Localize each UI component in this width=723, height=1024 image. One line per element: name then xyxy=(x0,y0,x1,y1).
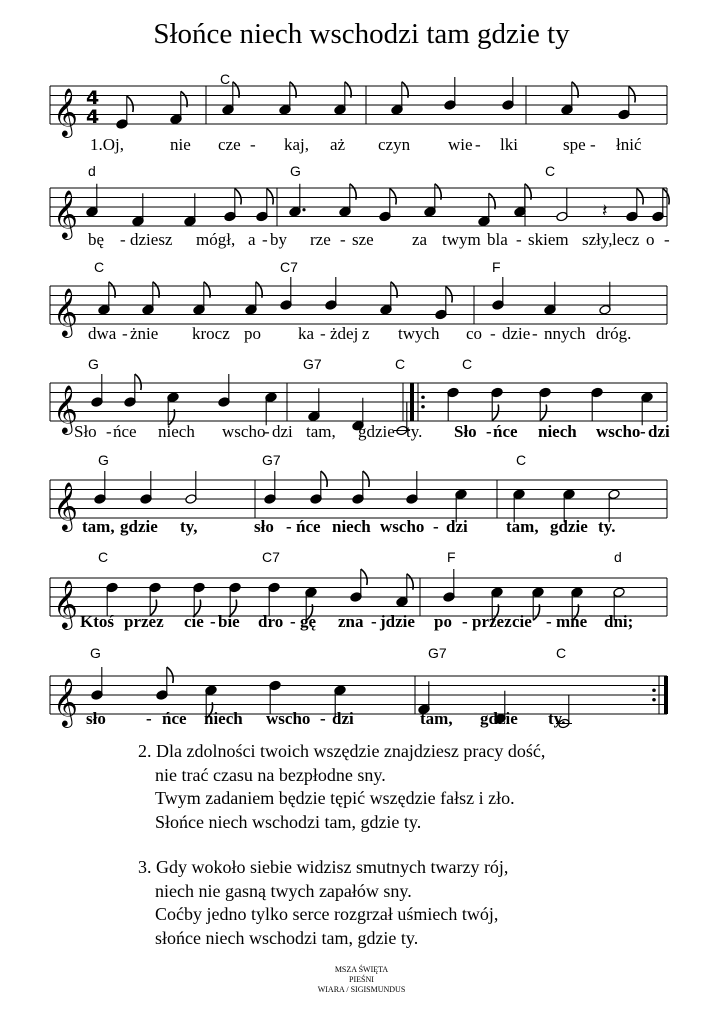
lyric-syllable: Sło xyxy=(454,422,477,441)
treble-clef-icon: 𝄞 xyxy=(53,481,78,530)
time-signature-top: 4 xyxy=(86,87,100,109)
chord-symbol: C7 xyxy=(262,549,280,565)
lyric-syllable: - xyxy=(146,709,152,728)
lyric-syllable: - xyxy=(371,612,377,631)
lyric-syllable: - xyxy=(210,612,216,631)
lyric-syllable: kaj, xyxy=(284,135,310,154)
chord-symbol: C xyxy=(395,356,406,372)
chord-symbol: C xyxy=(545,163,556,179)
note-flag xyxy=(363,471,369,487)
note-flag xyxy=(629,87,635,103)
lyric-syllable: ka xyxy=(298,324,315,343)
chord-symbol: C xyxy=(220,71,231,87)
lyric-syllable: sło xyxy=(86,709,106,728)
lyric-syllable: żnie xyxy=(130,324,159,343)
chord-symbol: C xyxy=(94,259,105,275)
treble-clef-icon: 𝄞 xyxy=(53,579,78,628)
lyric-syllable: czyn xyxy=(378,135,411,154)
lyric-syllable: dzie xyxy=(502,324,531,343)
lyric-syllable: wscho xyxy=(380,517,425,536)
lyric-syllable: - xyxy=(320,324,326,343)
final-barline xyxy=(664,676,668,714)
treble-clef-icon: 𝄞 xyxy=(53,677,78,726)
lyric-syllable: bie xyxy=(218,612,240,631)
lyric-syllable: tam, xyxy=(82,517,115,536)
note-flag xyxy=(267,189,273,205)
lyric-syllable: spe xyxy=(563,135,586,154)
lyric-syllable: dwa xyxy=(88,324,117,343)
treble-clef-icon: 𝄞 xyxy=(53,287,78,336)
page-footer xyxy=(0,965,723,995)
chord-symbol: d xyxy=(88,163,96,179)
lyric-syllable: ty. xyxy=(548,709,566,728)
lyric-syllable: ńce xyxy=(162,709,187,728)
song-title: Słońce niech wschodzi tam gdzie ty xyxy=(153,18,570,50)
additional-stanzas xyxy=(138,740,545,972)
chord-symbol: G7 xyxy=(428,645,447,661)
lyric-syllable: wie xyxy=(448,135,473,154)
lyric-syllable: Sło xyxy=(74,422,97,441)
treble-clef-icon: 𝄞 xyxy=(53,87,78,136)
repeat-dot xyxy=(421,405,425,409)
treble-clef-icon: 𝄞 xyxy=(53,384,78,433)
lyric-syllable: o xyxy=(646,230,655,249)
lyric-syllable: cie xyxy=(184,612,204,631)
note-flag xyxy=(446,287,452,303)
lyric-syllable: - xyxy=(475,135,481,154)
chord-symbol: C xyxy=(556,645,567,661)
lyric-syllable: przez xyxy=(472,612,512,631)
lyric-syllable: - xyxy=(286,517,292,536)
lyric-syllable: - xyxy=(433,517,439,536)
lyric-syllable: niech xyxy=(538,422,577,441)
lyric-syllable: sło xyxy=(254,517,274,536)
lyric-syllable: - xyxy=(462,612,468,631)
lyric-syllable: gdzie xyxy=(120,517,158,536)
chord-symbol: G7 xyxy=(262,452,281,468)
stanza-line: 2. Dla zdolności twoich wszędzie znajdziesz pracy dość, xyxy=(138,741,546,761)
lyric-syllable: sze xyxy=(352,230,374,249)
lyric-syllable: aż xyxy=(330,135,346,154)
lyric-syllable: dróg. xyxy=(596,324,632,343)
stanza-line: niech nie gasną twych zapałów sny. xyxy=(155,880,412,901)
repeat-dot xyxy=(652,688,656,692)
chord-symbol: G xyxy=(98,452,109,468)
lyric-syllable: - xyxy=(264,422,270,441)
lyric-syllable: dzi xyxy=(332,709,354,728)
note-flag xyxy=(492,405,498,421)
lyric-syllable: nie xyxy=(170,135,191,154)
lyric-syllable: lki xyxy=(500,135,518,154)
lyric-syllable: - xyxy=(320,709,326,728)
lyric-syllable: dzi xyxy=(446,517,468,536)
treble-clef-icon: 𝄞 xyxy=(53,189,78,238)
note-flag xyxy=(540,405,546,421)
stanza-line: 3. Gdy wokoło siebie widzisz smutnych twarzy rój, xyxy=(138,857,509,877)
lyric-syllable: - xyxy=(516,230,522,249)
lyric-syllable: gdzie xyxy=(358,422,395,441)
lyric-syllable: wscho xyxy=(222,422,266,441)
footer-line: WIARA / SIGISMUNDUS xyxy=(317,985,406,994)
lyric-syllable: 1.Oj, xyxy=(90,135,124,154)
stanza-3 xyxy=(138,856,545,950)
lyric-syllable: twym xyxy=(442,230,481,249)
note-flag xyxy=(235,189,241,205)
rest-icon: 𝄽 xyxy=(602,200,608,222)
lyric-syllable: łnić xyxy=(616,135,642,154)
lyric-syllable: mógł, xyxy=(196,230,236,249)
stanza-line: nie trać czasu na bezpłodne sny. xyxy=(155,764,386,785)
lyric-syllable: lecz xyxy=(612,230,640,249)
lyric-syllable: żdej xyxy=(330,324,359,343)
lyric-syllable: wscho xyxy=(266,709,311,728)
lyric-syllable: - xyxy=(546,612,552,631)
stanza-line: Słońce niech wschodzi tam, gdzie ty. xyxy=(155,811,422,832)
stanza-2 xyxy=(138,740,545,834)
note-flag xyxy=(135,374,141,390)
chord-symbol: G7 xyxy=(303,356,322,372)
chord-symbol: C xyxy=(462,356,473,372)
stanza-line: Coćby jedno tylko serce rozgrzał uśmiech twój, xyxy=(155,904,499,924)
lyric-syllable: za xyxy=(412,230,428,249)
repeat-dot xyxy=(421,395,425,399)
lyric-syllable: ty. xyxy=(406,422,423,441)
lyric-syllable: - xyxy=(486,422,492,441)
stanza-line: słońce niech wschodzi tam, gdzie ty. xyxy=(155,927,419,948)
lyric-syllable: dni; xyxy=(604,612,634,631)
note-dot xyxy=(302,208,305,211)
lyric-syllable: cze xyxy=(218,135,241,154)
lyric-syllable: gdzie xyxy=(480,709,518,728)
note-flag xyxy=(167,667,173,683)
lyric-syllable: - xyxy=(122,324,128,343)
lyric-syllable: cie xyxy=(512,612,532,631)
lyric-syllable: - xyxy=(590,135,596,154)
chord-symbol: F xyxy=(492,259,501,275)
footer-line: MSZA ŚWIĘTA xyxy=(334,965,389,974)
lyric-syllable: mne xyxy=(556,612,588,631)
lyric-syllable: nnych xyxy=(544,324,586,343)
lyric-syllable: by xyxy=(270,230,287,249)
lyric-syllable: zna xyxy=(338,612,364,631)
lyric-syllable: dziesz xyxy=(130,230,173,249)
lyric-syllable: - xyxy=(490,324,496,343)
lyric-syllable: dzi xyxy=(272,422,293,441)
lyric-syllable: twych xyxy=(398,324,440,343)
lyric-syllable: krocz xyxy=(192,324,230,343)
lyric-syllable: ty, xyxy=(180,517,198,536)
lyric-syllable: - xyxy=(340,230,346,249)
lyric-syllable: dzi xyxy=(648,422,670,441)
chord-symbol: C7 xyxy=(280,259,298,275)
note-flag xyxy=(663,189,669,205)
repeat-start-thick xyxy=(410,383,414,421)
lyric-syllable: dro xyxy=(258,612,284,631)
lyric-syllable: skiem xyxy=(528,230,569,249)
note-flag xyxy=(390,189,396,205)
note-flag xyxy=(127,96,133,112)
lyric-syllable: niech xyxy=(332,517,371,536)
chord-symbol: G xyxy=(290,163,301,179)
lyric-syllable: - xyxy=(640,422,646,441)
lyric-syllable: - xyxy=(106,422,112,441)
lyric-syllable: a xyxy=(248,230,256,249)
lyric-syllable: gdzie xyxy=(550,517,588,536)
lyric-syllable: bę xyxy=(88,230,105,249)
lyric-syllable: co xyxy=(466,324,483,343)
lyric-syllable: - xyxy=(290,612,296,631)
time-signature-bottom: 4 xyxy=(86,106,100,128)
lyric-syllable: wscho xyxy=(596,422,641,441)
chord-symbol: C xyxy=(516,452,527,468)
lyric-syllable: ty. xyxy=(598,517,616,536)
lyric-syllable: - xyxy=(250,135,256,154)
lyric-syllable: bla xyxy=(487,230,508,249)
note-flag xyxy=(361,569,367,585)
lyric-syllable: ńce xyxy=(296,517,321,536)
lyric-syllable: ńce xyxy=(493,422,518,441)
lyric-syllable: tam, xyxy=(306,422,336,441)
note-flag xyxy=(321,471,327,487)
lyric-syllable: - xyxy=(262,230,268,249)
stanza-line: Twym zadaniem będzie tępić wszędzie fałsz i zło. xyxy=(155,788,515,808)
lyric-syllable: - xyxy=(532,324,538,343)
lyric-syllable: tam, xyxy=(420,709,453,728)
lyric-syllable: - xyxy=(120,230,126,249)
lyric-syllable: rze xyxy=(310,230,331,249)
lyric-syllable: niech xyxy=(204,709,243,728)
lyric-syllable: z xyxy=(362,324,370,343)
lyric-syllable: jdzie xyxy=(380,612,415,631)
lyric-syllable: po xyxy=(244,324,261,343)
lyric-syllable: niech xyxy=(158,422,195,441)
lyric-syllable: gę xyxy=(300,612,317,631)
lyric-syllable: ńce xyxy=(113,422,137,441)
lyric-syllable: przez xyxy=(124,612,164,631)
chord-symbol: d xyxy=(614,549,622,565)
chord-symbol: G xyxy=(90,645,101,661)
note-flag xyxy=(637,189,643,205)
lyric-syllable: po xyxy=(434,612,452,631)
footer-line: PIEŚNI xyxy=(349,975,374,984)
lyric-syllable: Ktoś xyxy=(80,612,114,631)
repeat-dot xyxy=(652,698,656,702)
lyric-syllable: - xyxy=(664,230,670,249)
chord-symbol: C xyxy=(98,549,109,565)
chord-symbol: G xyxy=(88,356,99,372)
lyric-syllable: tam, xyxy=(506,517,539,536)
lyric-syllable: szły, xyxy=(582,230,613,249)
chord-symbol: F xyxy=(447,549,456,565)
